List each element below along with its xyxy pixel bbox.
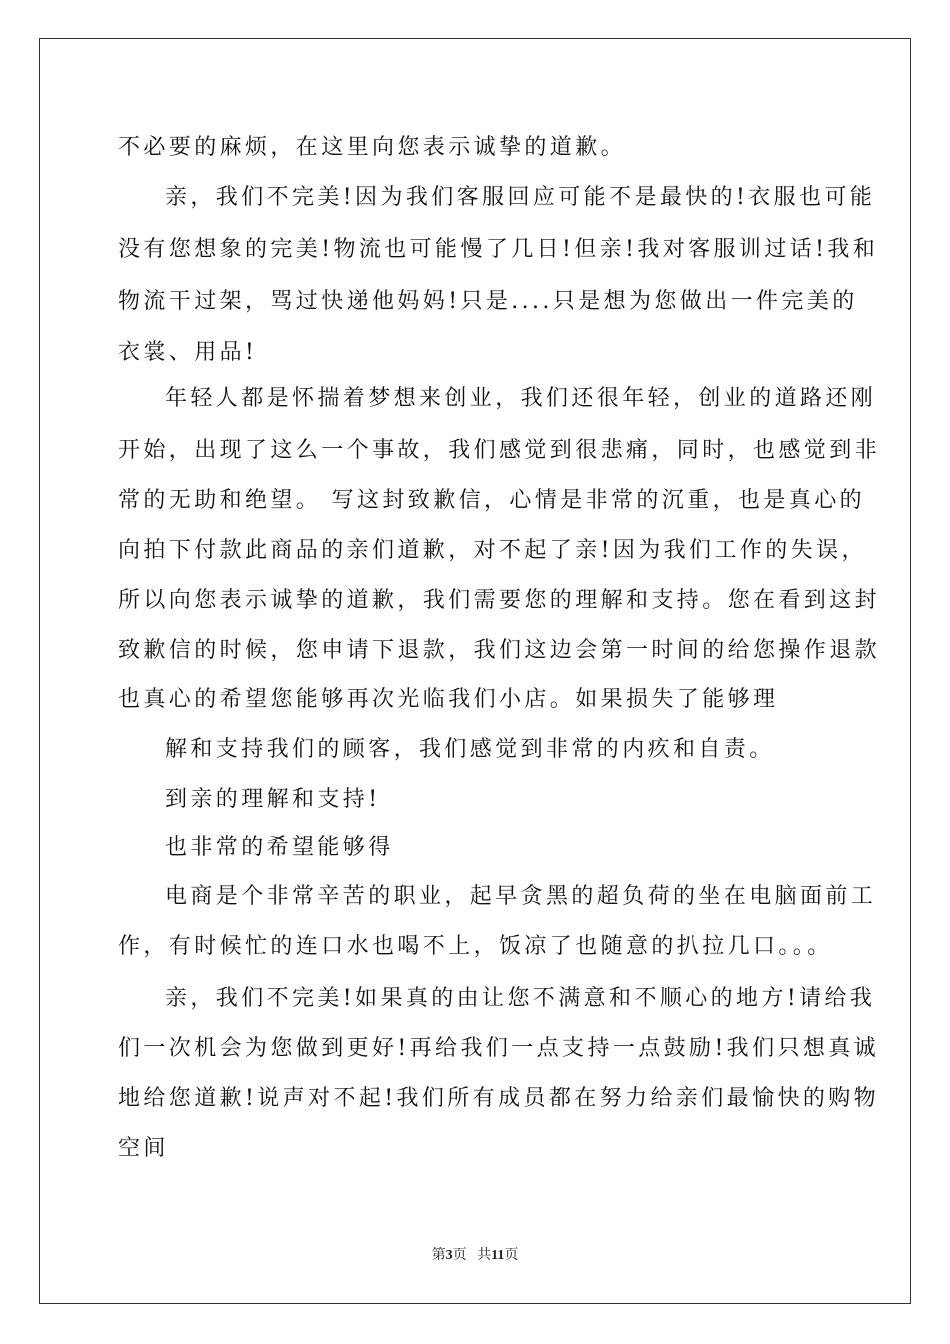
text-line: 向拍下付款此商品的亲们道歉，对不起了亲!因为我们工作的失误， (118, 538, 867, 563)
text-line: 致歉信的时候，您申请下退款，我们这边会第一时间的给您操作退款 (118, 638, 881, 663)
text-line: 不必要的麻烦，在这里向您表示诚挚的道歉。 (118, 135, 627, 160)
text-line: 到亲的理解和支持! (165, 787, 381, 812)
page-footer (0, 1247, 950, 1265)
text-line: 也真心的希望您能够再次光临我们小店。如果损失了能够理 (118, 687, 779, 712)
text-line: 作，有时候忙的连口水也喝不上，饭凉了也随意的扒拉几口。。。 (118, 934, 833, 959)
footer-page-prefix: 第 (431, 1248, 446, 1263)
text-line: 解和支持我们的顾客，我们感觉到非常的内疚和自责。 (165, 737, 775, 762)
text-line: 没有您想象的完美!物流也可能慢了几日!但亲!我对客服训过话!我和 (118, 237, 879, 262)
text-line: 物流干过架，骂过快递他妈妈!只是....只是想为您做出一件完美的 (118, 289, 858, 314)
footer-total-pages: 11 (491, 1248, 505, 1263)
text-line: 亲，我们不完美!因为我们客服回应可能不是最快的!衣服也可能 (165, 185, 876, 210)
footer-total-prefix: 共 (477, 1248, 492, 1263)
footer-page-number: 3 (445, 1248, 453, 1263)
text-line: 衣裳、用品! (118, 340, 258, 365)
text-line: 年轻人都是怀揣着梦想来创业，我们还很年轻，创业的道路还刚 (165, 386, 877, 411)
text-line: 空间 (118, 1136, 169, 1161)
footer-total-suffix: 页 (504, 1248, 519, 1263)
text-line: 电商是个非常辛苦的职业，起早贪黑的超负荷的坐在电脑面前工 (165, 884, 877, 909)
text-line: 常的无助和绝望。 写这封致歉信，心情是非常的沉重，也是真心的 (118, 488, 865, 513)
text-line: 所以向您表示诚挚的道歉，我们需要您的理解和支持。您在看到这封 (118, 588, 881, 613)
footer-page-suffix: 页 (452, 1248, 467, 1263)
text-line: 地给您道歉!说声对不起!我们所有成员都在努力给亲们最愉快的购物 (118, 1086, 880, 1111)
text-line: 也非常的希望能够得 (165, 835, 394, 860)
text-line: 开始，出现了这么一个事故，我们感觉到很悲痛，同时，也感觉到非 (118, 438, 881, 463)
page-border (39, 38, 911, 1304)
text-line: 们一次机会为您做到更好!再给我们一点支持一点鼓励!我们只想真诚 (118, 1036, 880, 1061)
text-line: 亲，我们不完美!如果真的由让您不满意和不顺心的地方!请给我 (165, 986, 876, 1011)
